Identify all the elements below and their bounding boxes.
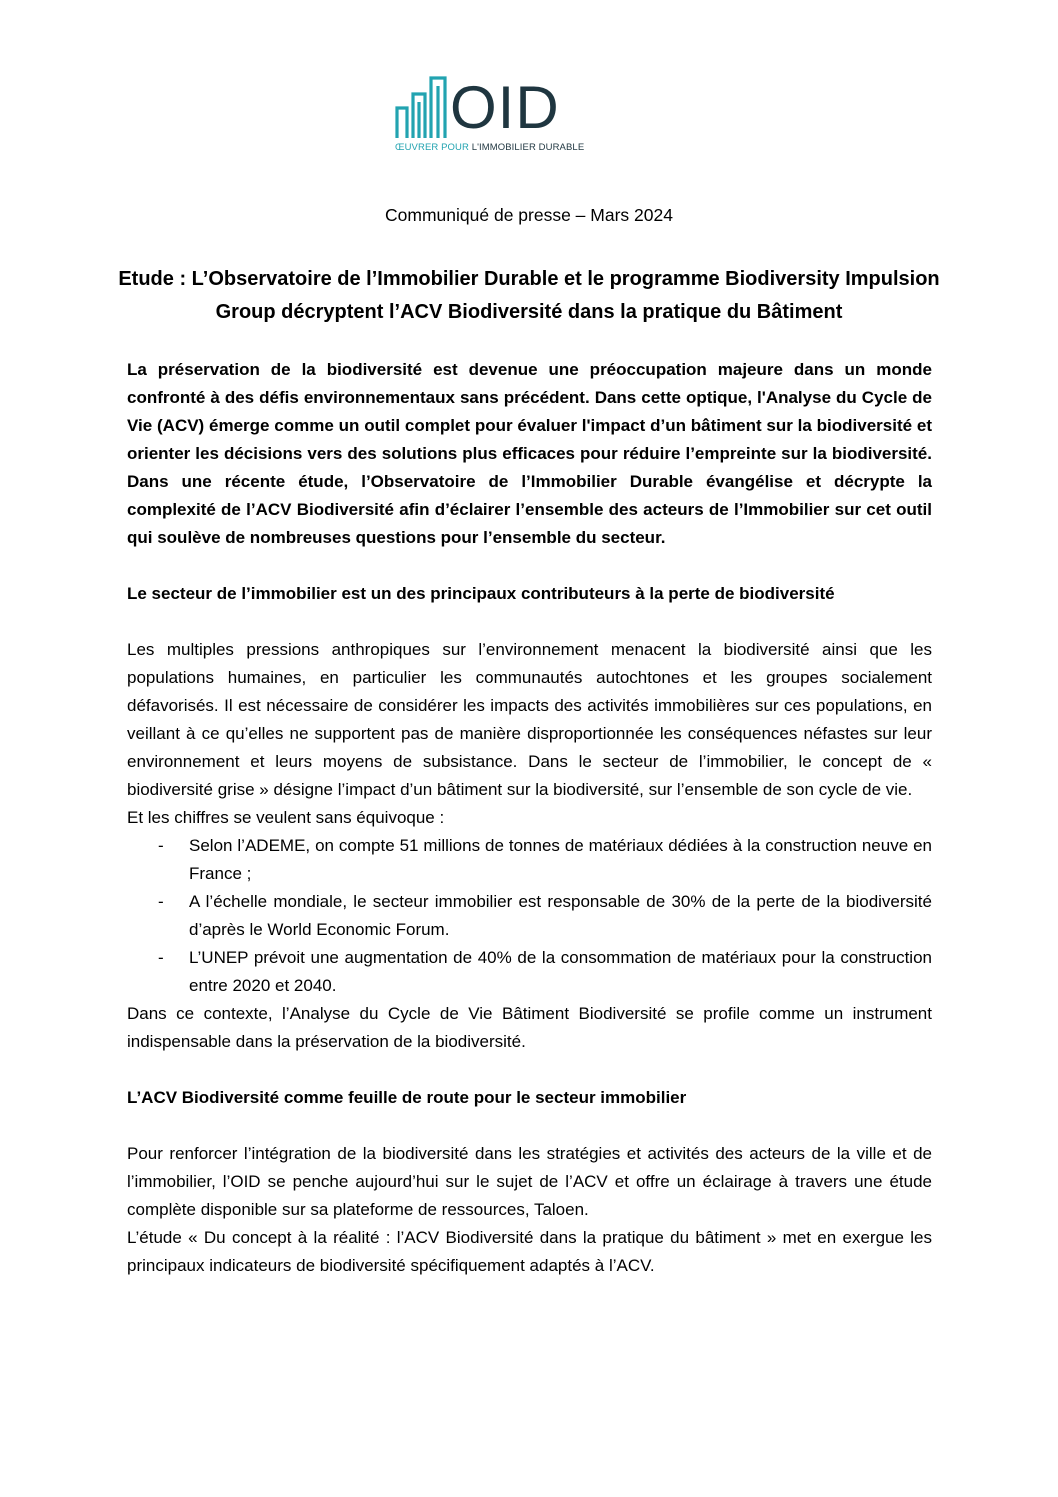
section-heading-1: Le secteur de l’immobilier est un des principaux contributeurs à la perte de biodiversité [127, 584, 835, 603]
section1-conclusion: Dans ce contexte, l’Analyse du Cycle de Vie Bâtiment Biodiversité se profile comme un instrument indispensable dans la préservation de la biodiversité. [127, 1004, 932, 1051]
section2-paragraph-1: Pour renforcer l’intégration de la biodiversité dans les stratégies et activités des acteurs de la ville et de l’immobilier, l’OID se penche aujourd’hui sur le sujet de l’ACV et offre un éclairage à travers une étude complète disponible sur sa plateforme de ressources, Taloen. [127, 1144, 932, 1219]
key-figures-list [127, 832, 932, 1000]
logo-tagline-prefix: ŒUVRER POUR [395, 142, 469, 153]
list-intro: Et les chiffres se veulent sans équivoque : [127, 808, 445, 827]
section2-paragraph-2: L’étude « Du concept à la réalité : l’ACV Biodiversité dans la pratique du bâtiment » met en exergue les principaux indicateurs de biodiversité spécifiquement adaptés à l’ACV. [127, 1228, 932, 1275]
article-body [127, 356, 932, 1280]
oid-logo [392, 72, 592, 158]
list-item: - L’UNEP prévoit une augmentation de 40% de la consommation de matériaux pour la construction entre 2020 et 2040. [127, 944, 932, 1000]
logo-tagline [395, 142, 584, 154]
section-heading-2: L’ACV Biodiversité comme feuille de route pour le secteur immobilier [127, 1088, 687, 1107]
press-release-date: Communiqué de presse – Mars 2024 [385, 205, 673, 225]
logo-tagline-rest: L'IMMOBILIER DURABLE [468, 142, 585, 153]
lead-paragraph: La préservation de la biodiversité est devenue une préoccupation majeure dans un monde confronté à des défis environnementaux sans précédent. Dans cette optique, l'Analyse du Cycle de Vie (ACV) émerge comme un outil complet pour évaluer l'impact d’un bâtiment sur la biodiversité et orienter les décisions vers des solutions plus efficaces pour réduire l’empreinte sur la biodiversité. Dans une récente étude, l’Observatoire de l’Immobilier Durable évangélise et décrypte la complexité de l’ACV Biodiversité afin d’éclairer l’ensemble des acteurs de l’Immobilier sur cet outil qui soulève de nombreuses questions pour l’ensemble du secteur. [127, 360, 932, 547]
section1-paragraph: Les multiples pressions anthropiques sur l’environnement menacent la biodiversité ainsi que les populations humaines, en particulier les communautés autochtones et les groupes socialement défavorisés. Il est nécessaire de considérer les impacts des activités immobilières sur ces populations, en veillant à ce qu’elles ne supportent pas de manière disproportionnée les conséquences néfastes sur leur environnement et leurs moyens de subsistance. Dans le secteur de l’immobilier, le concept de « biodiversité grise » désigne l’impact d’un bâtiment sur la biodiversité, sur l’ensemble de son cycle de vie. [127, 640, 932, 799]
list-item: - Selon l’ADEME, on compte 51 millions de tonnes de matériaux dédiées à la construction neuve en France ; [127, 832, 932, 888]
logo-wordmark: OID [450, 74, 560, 141]
page-title: Etude : L’Observatoire de l’Immobilier Durable et le programme Biodiversity Impulsion Group décryptent l’ACV Biodiversité dans la pratique du Bâtiment [118, 268, 940, 323]
building-bars-icon [394, 72, 448, 138]
list-item: - A l’échelle mondiale, le secteur immobilier est responsable de 30% de la perte de la biodiversité d’après le World Economic Forum. [127, 888, 932, 944]
